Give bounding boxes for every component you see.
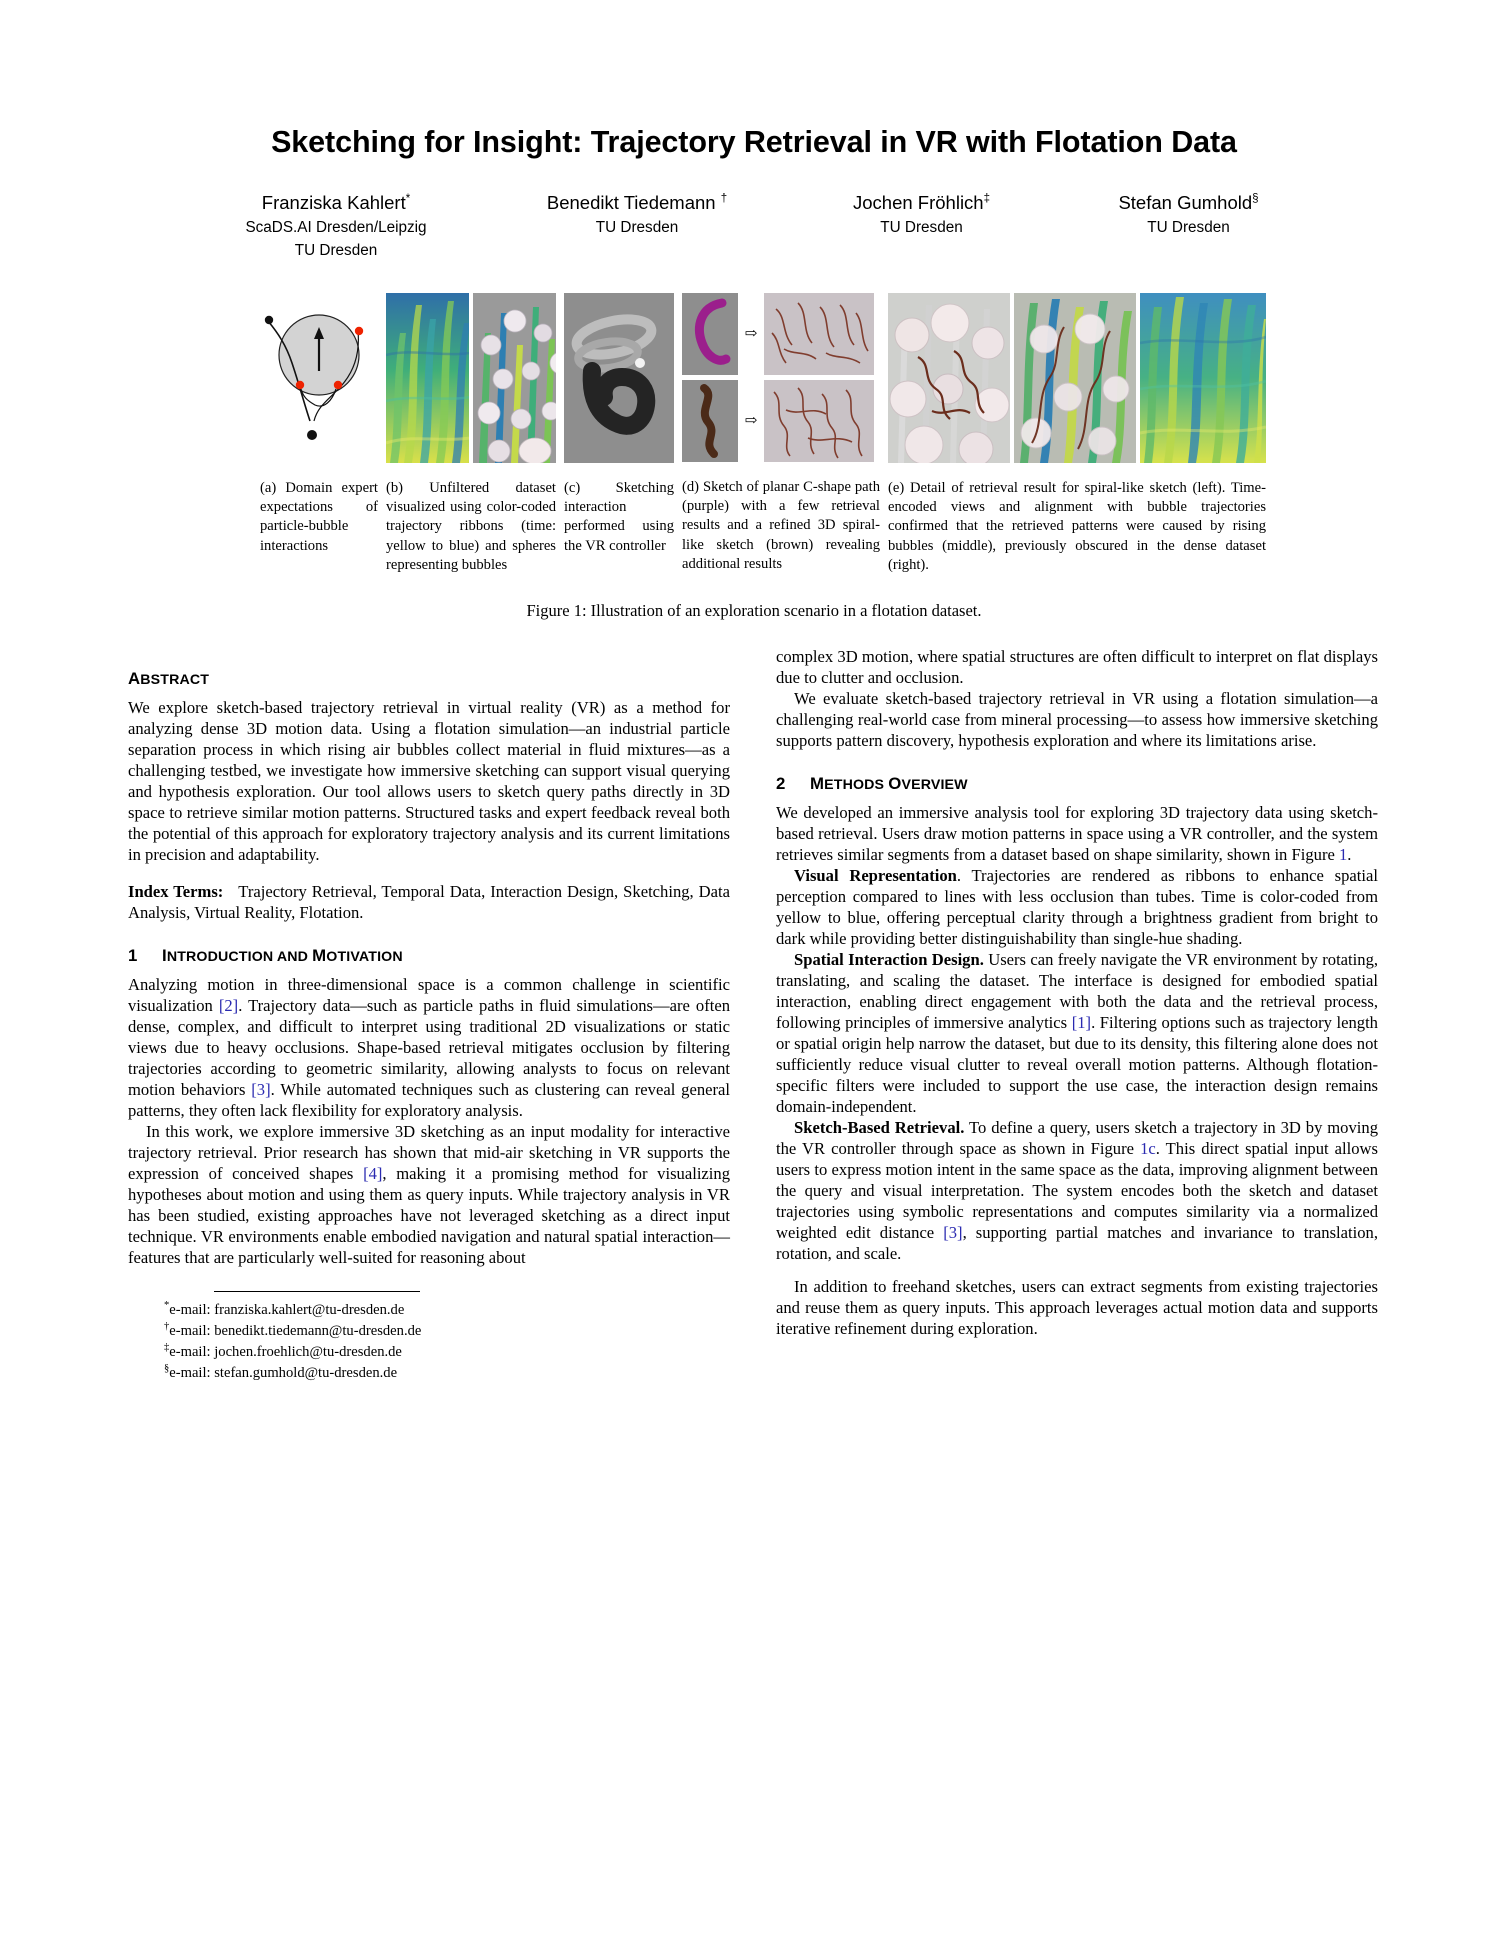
author-affiliation: TU Dresden [595, 218, 679, 236]
footnote-divider [214, 1291, 420, 1292]
section-heading-introduction: 1 INTRODUCTION AND MOTIVATION [128, 945, 403, 965]
visual-representation-text: . Trajectories are rendered as ribbons to enhance spatial perception compared to lines with less occlusion than tubes. Time is color-coded from yellow to blue, offering perceptual clarity through a brightness gradient from bright to dark while providing better distinguishability than single-hue shading. [776, 866, 1378, 948]
footnote-item [128, 1321, 730, 1342]
spatial-interaction-part-a: Users can freely navigate the VR environment by rotating, translating, and scaling the dataset. The interface is designed for embodied spatial interaction, enabling direct engagement with both the data and the retrieval process, following principles of immersive analytics [776, 949, 1379, 1032]
unfiltered-trajectory-ribbons [386, 293, 469, 463]
c-shape-retrieval-results [764, 293, 874, 375]
arrow-right-icon: ⇨ [744, 326, 758, 343]
retrieval-detail-middle [1014, 293, 1136, 463]
citation-1[interactable]: [1] [1071, 1012, 1092, 1032]
index-terms-label: Index Terms: [128, 882, 224, 901]
intro-continuation-a: complex 3D motion, where spatial structures are often difficult to interpret on flat displays due to clutter and occlusion. [776, 647, 1378, 688]
arrow-right-icon-2: ⇨ [744, 413, 758, 430]
citation-3b[interactable]: [3] [943, 1222, 963, 1242]
methods-paragraph-sketch-retrieval [776, 1118, 1378, 1265]
intro-paragraph-2 [128, 1122, 730, 1269]
figure-caption: Figure 1: Illustration of an exploration scenario in a flotation dataset. [526, 601, 982, 621]
subfigure-b [386, 293, 556, 575]
footnote-marker: ‡ [164, 1342, 170, 1354]
intro-p1-part-b: . Trajectory data—such as particle paths in fluid simulations—are often dense, complex, and difficult to interpret using traditional 2D visualizations or static views due to heavy occlusions. Shape-based retrieval mitigates occlusion by filtering trajectories according to geometric similarity, allowing analysts to focus on relevant motion behaviors [128, 995, 730, 1099]
footnote-item [128, 1342, 730, 1363]
subfigure-b-caption: (b) Unfiltered dataset visualized using color-coded trajectory ribbons (time: yellow to blue) and spheres representing bubbles [386, 479, 556, 573]
subfigure-d-caption: (d) Sketch of planar C-shape path (purple) with a few retrieval results and a refined 3D spiral-like sketch (brown) revealing additional results [682, 478, 880, 572]
methods-paragraph-5: In addition to freehand sketches, users can extract segments from existing trajectories and reuse them as query inputs. This approach leverages actual motion data and supports iterative refinement during exploration. [776, 1276, 1378, 1338]
author-affiliation: TU Dresden [880, 218, 963, 236]
author-marker: ‡ [983, 192, 990, 205]
purple-c-shape-sketch [682, 293, 738, 375]
subfigure-c [564, 293, 674, 575]
methods-paragraph-spatial-interaction [776, 950, 1378, 1118]
author-name: Franziska Kahlert* [261, 191, 411, 213]
intro-continuation-b: We evaluate sketch-based trajectory retrieval in VR using a flotation simulation—a challenging real-world case from mineral processing—to assess how immersive sketching supports pattern discovery, hypothesis exploration and where its limitations arise. [776, 689, 1378, 751]
index-terms [128, 882, 730, 924]
figure-ref-1c[interactable]: 1c [1140, 1138, 1156, 1158]
subfigure-d [682, 293, 880, 575]
retrieval-detail-right [1140, 293, 1266, 463]
retrieval-detail-left [888, 293, 1010, 463]
author-list [0, 191, 1508, 261]
citation-4[interactable]: [4] [363, 1163, 383, 1183]
footnote-text: e-mail: jochen.froehlich@tu-dresden.de [169, 1344, 402, 1361]
citation-3[interactable]: [3] [251, 1079, 271, 1099]
bubbles-and-ribbons-render [473, 293, 556, 463]
author-name: Benedikt Tiedemann † [546, 191, 728, 213]
spatial-interaction-part-b: . Filtering options such as trajectory length or spatial origin help narrow the dataset, but due to its density, this filtering alone does not sufficiently reduce visual clutter to reveal overall motion patterns. Although flotation-specific filters were included to support the use case, the interaction design remains domain-independent. [776, 1012, 1378, 1116]
right-column [776, 647, 1378, 1384]
methods-paragraph-visual-representation [776, 866, 1378, 950]
section-number: 2 [776, 774, 786, 794]
methods-p1-part-b: . [1347, 845, 1352, 865]
intro-p1-part-a: Analyzing motion in three-dimensional space is a common challenge in scientific visualization [128, 974, 730, 1015]
page-title: Sketching for Insight: Trajectory Retrieval in VR with Flotation Data [271, 125, 1237, 159]
spatial-interaction-label: Spatial Interaction Design. [794, 949, 984, 969]
subfigure-e [888, 293, 1266, 575]
footnote-item [128, 1363, 730, 1384]
author-marker: † [720, 192, 728, 205]
author-entry [788, 191, 1055, 238]
left-column [128, 647, 730, 1384]
author-affiliation: ScaDS.AI Dresden/Leipzig [245, 218, 427, 236]
subfigure-a [260, 293, 378, 575]
footnote-item [128, 1300, 730, 1321]
domain-expert-diagram [260, 293, 378, 463]
subfigure-e-caption: (e) Detail of retrieval result for spiral-like sketch (left). Time-encoded views and alignment with bubble trajectories confirmed that the retrieved patterns were caused by rising bubbles (middle), previously obscured in the dense dataset (right). [888, 479, 1266, 573]
body-columns [0, 647, 1508, 1384]
subfigure-a-caption: (a) Domain expert expectations of particle-bubble interactions [260, 479, 378, 554]
figure-1 [0, 293, 1508, 575]
citation-2[interactable]: [2] [218, 995, 239, 1015]
intro-p1-part-c: . While automated techniques such as clustering can reveal general patterns, they often lack flexibility for exploratory analysis. [128, 1079, 731, 1120]
section-heading-methods: 2 METHODS OVERVIEW [776, 774, 968, 794]
author-entry [486, 191, 788, 238]
footnote-marker: * [164, 1299, 170, 1311]
abstract-text: We explore sketch-based trajectory retrieval in virtual reality (VR) as a method for analyzing dense 3D motion data. Using a flotation simulation—an industrial particle separation process in which rising air bubbles collect material in fluid mixtures—as a challenging testbed, we investigate how immersive sketching can support visual querying and hypothesis exploration. Our tool allows users to sketch query paths directly in 3D space to retrieve similar motion patterns. Structured tasks and expert feedback reveal both the potential of this approach for exploratory trajectory analysis and its current limitations in precision and adaptability. [128, 698, 730, 865]
author-affiliation: TU Dresden [1147, 218, 1230, 236]
figure-ref-1[interactable]: 1 [1338, 845, 1348, 865]
author-marker: § [1252, 192, 1259, 205]
intro-paragraph-1 [128, 975, 730, 1122]
footnote-marker: § [164, 1363, 170, 1375]
footnote-text: e-mail: benedikt.tiedemann@tu-dresden.de [169, 1322, 422, 1339]
author-name: Jochen Fröhlich‡ [853, 191, 990, 213]
methods-p1-part-a: We developed an immersive analysis tool for exploring 3D trajectory data using sketch-based retrieval. Users draw motion patterns in space using a VR controller, and the system retrieves similar segments from a dataset based on shape similarity, shown in Figure [776, 803, 1378, 865]
author-name: Stefan Gumhold§ [1118, 191, 1259, 213]
sketch-based-retrieval-label: Sketch-Based Retrieval. [794, 1117, 965, 1137]
intro-p2-part-a: In this work, we explore immersive 3D sketching as an input modality for interactive trajectory retrieval. Prior research has shown that mid-air sketching in VR supports the expression of conceived shapes [128, 1121, 730, 1183]
abstract-heading: ABSTRACT [128, 669, 210, 689]
footnote-marker: † [164, 1321, 170, 1333]
brown-spiral-sketch [682, 380, 738, 462]
methods-paragraph-1 [776, 803, 1378, 866]
footnote-text: e-mail: franziska.kahlert@tu-dresden.de [169, 1301, 405, 1318]
index-terms-value: Trajectory Retrieval, Temporal Data, Interaction Design, Sketching, Data Analysis, Virtual Reality, Flotation. [128, 882, 730, 922]
sketch-retrieval-part-b: . This direct spatial input allows users to express motion intent in the same space as the data, improving alignment between the query and visual interpretation. The system encodes both the sketch and dataset trajectories using symbolic representations and computes similarity via a normalized weighted edit distance [776, 1138, 1379, 1242]
footnote-text: e-mail: stefan.gumhold@tu-dresden.de [169, 1365, 398, 1382]
sketch-retrieval-part-a: To define a query, users sketch a trajectory in 3D by moving the VR controller through space as shown in Figure [776, 1117, 1378, 1158]
sketch-retrieval-part-c: , supporting partial matches and invariance to translation, rotation, and scale. [776, 1222, 1378, 1263]
spiral-retrieval-results [764, 380, 874, 462]
visual-representation-label: Visual Representation [794, 866, 957, 885]
section-number: 1 [128, 945, 138, 965]
subfigure-c-caption: (c) Sketching interaction performed using the VR controller [564, 479, 674, 554]
author-marker: * [405, 192, 411, 205]
footnote-block [128, 1291, 730, 1385]
author-entry [1055, 191, 1322, 238]
vr-controller-sketching-photo [564, 293, 674, 463]
intro-p2-part-b: , making it a promising method for visualizing hypotheses about motion and using them as query inputs. While trajectory analysis in VR has been studied, existing approaches have not leveraged sketching as a direct input technique. VR environments enable embodied navigation and natural spatial interaction—features that are particularly well-suited for reasoning about [128, 1163, 730, 1267]
author-entry [186, 191, 486, 261]
author-affiliation-2: TU Dresden [294, 242, 378, 260]
